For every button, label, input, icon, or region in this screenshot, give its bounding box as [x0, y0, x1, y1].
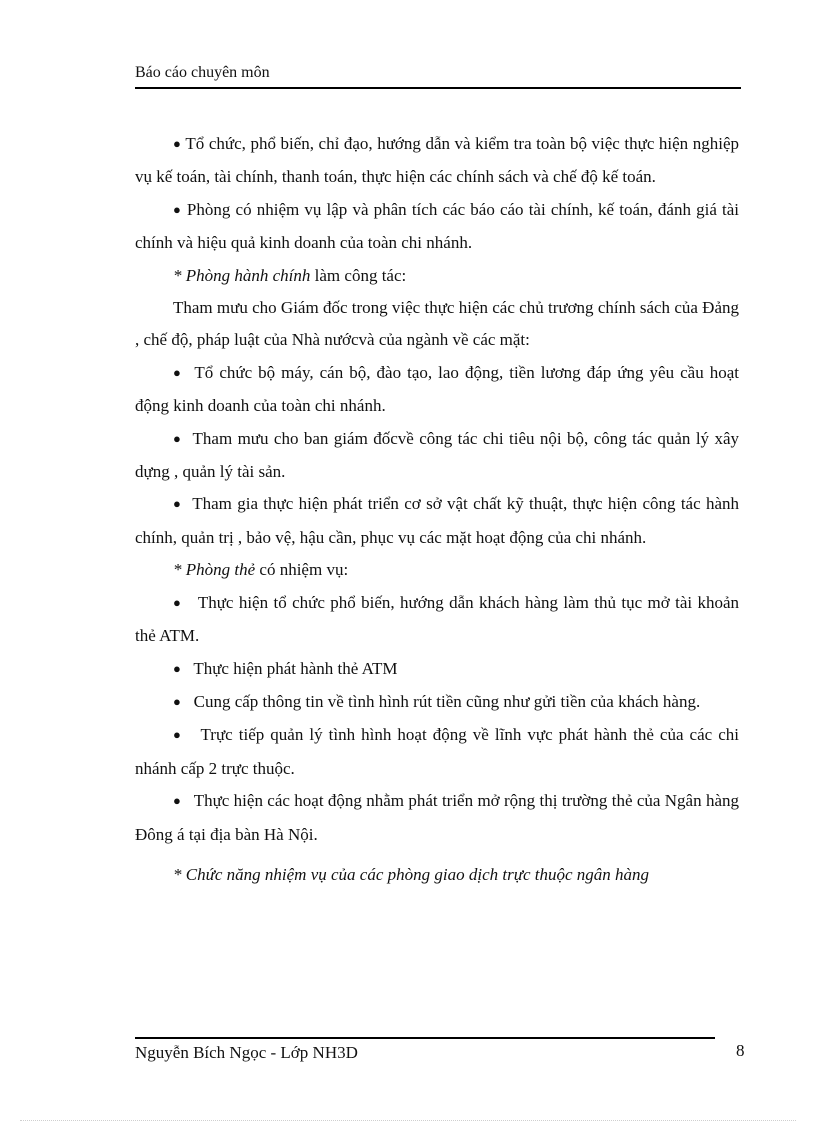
- paragraph-card-2: ● Thực hiện phát hành thẻ ATM: [173, 658, 398, 678]
- bullet-icon: ●: [173, 793, 181, 809]
- paragraph-admin-1: ● Tổ chức bộ máy, cán bộ, đào tạo, lao động, tiền lương đáp ứng yêu cầu hoạt động kinh doanh của toàn chi nhánh.: [135, 362, 740, 416]
- bullet-icon: ●: [173, 364, 183, 380]
- bullet-icon: ●: [173, 496, 182, 512]
- page-number: 8: [736, 1041, 745, 1060]
- footer-rule: [135, 1037, 715, 1039]
- header-title: Báo cáo chuyên môn: [135, 64, 270, 81]
- paragraph-admin-intro: Tham mưu cho Giám đốc trong việc thực hiện các chủ trương chính sách của Đảng , chế độ, pháp luật của Nhà nướcvà của ngành về các mặt:: [135, 298, 739, 350]
- paragraph-accounting-2: ● Phòng có nhiệm vụ lập và phân tích các báo cáo tài chính, kế toán, đánh giá tài chính và hiệu quả kinh doanh của toàn chi nhánh.: [135, 199, 740, 253]
- paragraph-accounting-1: ● Tổ chức, phổ biến, chỉ đạo, hướng dẫn và kiểm tra toàn bộ việc thực hiện nghiệp vụ kế toán, tài chính, thanh toán, thực hiện các chính sách và chế độ kế toán.: [135, 134, 739, 187]
- bullet-icon: ●: [173, 594, 182, 610]
- paragraph-card-5: ● Thực hiện các hoạt động nhằm phát triển mở rộng thị trường thẻ của Ngân hàng Đông á tại địa bàn Hà Nội.: [135, 791, 739, 844]
- bullet-icon: ●: [173, 660, 181, 676]
- section-heading-admin: * Phòng hành chính làm công tác:: [173, 265, 407, 285]
- section-heading-branches: * Chức năng nhiệm vụ của các phòng giao dịch trực thuộc ngân hàng: [173, 864, 650, 884]
- page-header: [135, 62, 741, 89]
- bullet-icon: ●: [173, 136, 182, 151]
- section-heading-card: * Phòng thẻ có nhiệm vụ:: [173, 560, 349, 580]
- paragraph-card-3: ● Cung cấp thông tin về tình hình rút tiền cũng như gửi tiền của khách hàng.: [173, 691, 701, 711]
- page-bottom-divider: [20, 1120, 796, 1121]
- paragraph-admin-3: ● Tham gia thực hiện phát triển cơ sở vật chất kỹ thuật, thực hiện công tác hành chính, quản trị , bảo vệ, hậu cần, phục vụ các mặt hoạt động của chi nhánh.: [135, 494, 739, 547]
- bullet-icon: ●: [173, 693, 181, 709]
- bullet-icon: ●: [173, 727, 183, 743]
- bullet-icon: ●: [173, 201, 182, 217]
- bullet-icon: ●: [173, 430, 183, 446]
- footer-author: Nguyễn Bích Ngọc - Lớp NH3D: [135, 1043, 358, 1062]
- paragraph-card-4: ● Trực tiếp quản lý tình hình hoạt động về lĩnh vực phát hành thẻ của các chi nhánh cấp 2 trực thuộc.: [135, 725, 739, 778]
- paragraph-card-1: ● Thực hiện tổ chức phổ biến, hướng dẫn khách hàng làm thủ tục mở tài khoản thẻ ATM.: [135, 592, 740, 646]
- paragraph-admin-2: ● Tham mưu cho ban giám đốcvề công tác chi tiêu nội bộ, công tác quản lý xây dựng , quản lý tài sản.: [135, 428, 739, 482]
- document-body: [135, 128, 739, 891]
